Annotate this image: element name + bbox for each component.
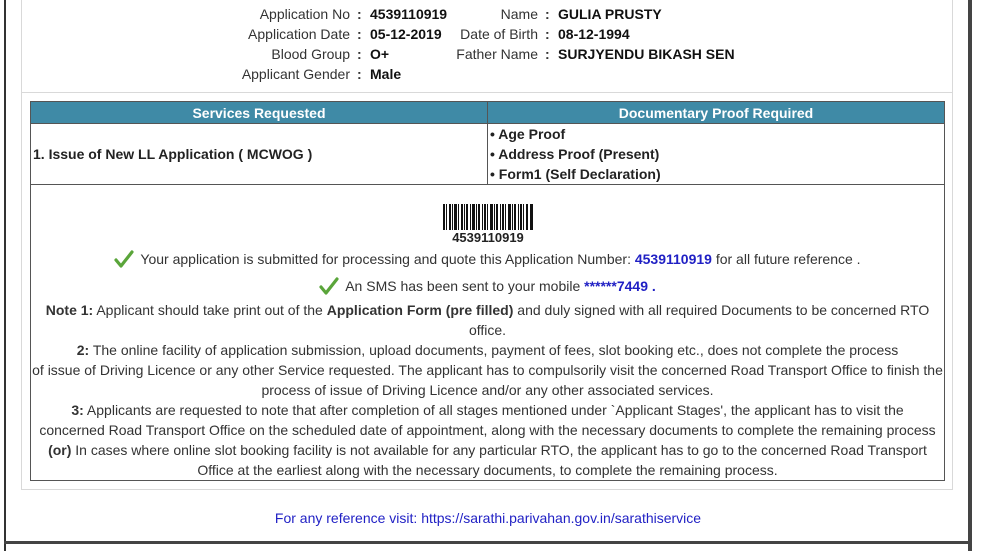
note-2-line-3: process of issue of Driving Licence and/or any other associated services. [261, 382, 714, 398]
colon: : [357, 46, 362, 62]
blood-group-value: O+ [370, 46, 390, 62]
note-2-label: 2: [76, 342, 90, 358]
colon: : [357, 6, 362, 22]
application-no-value: 4539110919 [370, 6, 448, 22]
proof-cell [488, 124, 945, 185]
checkmark-icon [114, 249, 134, 269]
dob-label: Date of Birth [460, 26, 538, 42]
name-value: GULIA PRUSTY [558, 6, 662, 22]
note-3-label: 3: [71, 402, 84, 418]
footer-reference [0, 510, 976, 526]
note-3-line-4: Office at the earliest along with the necessary documents, to complete the remaining process. [197, 462, 778, 478]
list-item: • Form1 (Self Declaration) [490, 166, 661, 182]
frame-right-border [968, 0, 972, 551]
note-3-line-2: concerned Road Transport Office on the scheduled date of appointment, along with the necessary documents to complete the remaining process [39, 422, 936, 438]
note-3-line-1 [30, 400, 945, 420]
mobile-number: ******7449 . [584, 278, 656, 294]
gender-value: Male [370, 66, 402, 82]
barcode-number: 4539110919 [452, 230, 524, 245]
colon: : [545, 26, 550, 42]
colon: : [545, 6, 550, 22]
footer-text: For any reference visit: [274, 510, 418, 526]
services-table [30, 101, 945, 185]
colon: : [545, 46, 550, 62]
note-3-line-3 [30, 440, 945, 460]
father-name-label: Father Name [456, 46, 538, 62]
dob-value: 08-12-1994 [558, 26, 630, 42]
colon: : [357, 26, 362, 42]
note-2-line-2: of issue of Driving Licence or any other Service requested. The applicant has to compulsorily visit the concerned Road Transport Office to finish the [32, 362, 943, 378]
header-services-requested: Services Requested [31, 102, 488, 124]
name-label: Name [500, 6, 538, 22]
note-3-text: Applicants are requested to note that after completion of all stages mentioned under `Applicant Stages', the applicant has to visit the [86, 402, 904, 418]
application-date-value: 05-12-2019 [370, 26, 442, 42]
sms-message [30, 276, 945, 296]
sms-text: An SMS has been sent to your mobile [345, 278, 581, 294]
note-1-bold: Application Form (pre filled) [326, 302, 514, 318]
note-1-text: Applicant should take print out of the [96, 302, 323, 318]
note-3-text-2: In cases where online slot booking facility is not available for any particular RTO, the applicant has to go to the concerned Road Transport [75, 442, 927, 458]
header-documentary-proof: Documentary Proof Required [488, 102, 945, 124]
checkmark-icon [319, 276, 339, 296]
gender-label: Applicant Gender [241, 66, 350, 82]
note-2-line-1 [30, 340, 945, 360]
note-1-label: Note 1: [45, 302, 94, 318]
proof-list [490, 124, 942, 184]
note-1-line-2: office. [468, 322, 507, 338]
submitted-text: Your application is submitted for processing and quote this Application Number: [140, 251, 631, 267]
colon: : [357, 66, 362, 82]
table-row [31, 124, 945, 185]
note-1-text-end: and duly signed with all required Documents to be concerned RTO [517, 302, 930, 318]
application-no-label: Application No [259, 6, 350, 22]
note-3-or: (or) [48, 442, 72, 458]
list-item: • Age Proof [490, 126, 566, 142]
blood-group-label: Blood Group [271, 46, 350, 62]
frame-left-border [4, 0, 6, 551]
father-name-value: SURJYENDU BIKASH SEN [558, 46, 735, 62]
list-item: • Address Proof (Present) [490, 146, 660, 162]
service-cell: 1. Issue of New LL Application ( MCWOG ) [31, 124, 488, 185]
submitted-text-end: for all future reference . [715, 251, 861, 267]
note-1 [30, 300, 945, 320]
note-2-text: The online facility of application submission, upload documents, payment of fees, slot booking etc., does not complete the process [92, 342, 899, 358]
application-number: 4539110919 [634, 251, 712, 267]
sarathi-link[interactable]: https://sarathi.parivahan.gov.in/sarathiservice [421, 510, 702, 526]
submitted-message [30, 249, 945, 269]
frame-bottom-border [4, 541, 972, 544]
divider [21, 92, 953, 93]
services-table-header [31, 102, 945, 124]
barcode-image [443, 204, 533, 230]
application-date-label: Application Date [248, 26, 350, 42]
